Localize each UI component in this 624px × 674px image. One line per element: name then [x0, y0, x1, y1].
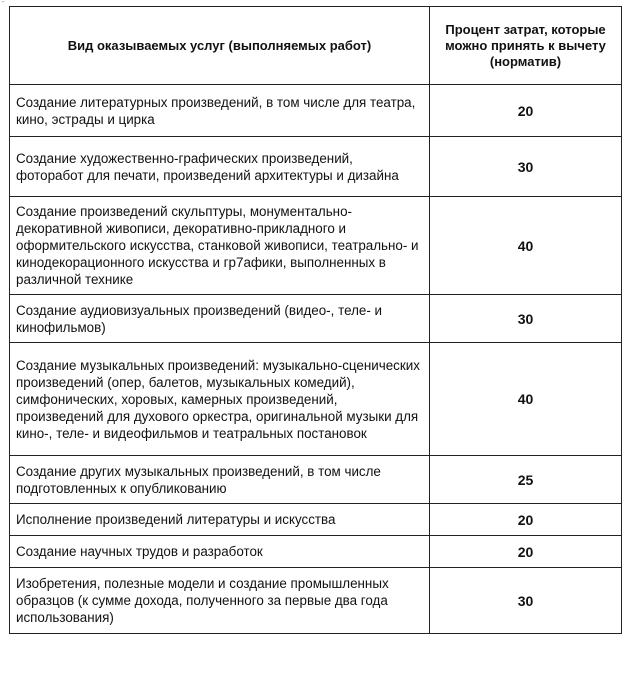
service-cell: Создание литературных произведений, в том числе для театра, кино, эстрады и цирка — [10, 85, 430, 137]
percent-cell: 30 — [430, 568, 622, 634]
deduction-norms-table — [9, 6, 622, 634]
percent-cell: 30 — [430, 295, 622, 343]
table-row — [10, 343, 622, 456]
table-row — [10, 137, 622, 197]
service-cell: Создание музыкальных произведений: музыкально-сценических произведений (опер, балетов, музыкальных комедий), симфонических, хоровых, камерных произведений, произведений для духового оркестра, оригинальной музыки для кино-, теле- и видеофильмов и театральных постановок — [10, 343, 430, 456]
percent-cell: 25 — [430, 456, 622, 504]
table-row — [10, 85, 622, 137]
service-cell: Создание научных трудов и разработок — [10, 536, 430, 568]
service-cell: Создание произведений скульптуры, монументально-декоративной живописи, декоративно-прикладного и оформительского искусства, станковой живописи, театрально- и кинодекорационного искусства и гр7афики, выполненных в различной технике — [10, 197, 430, 295]
service-cell: Создание других музыкальных произведений, в том числе подготовленных к опубликованию — [10, 456, 430, 504]
corner-mark-icon: ⌐ — [2, 0, 5, 5]
table-row — [10, 504, 622, 536]
header-percent: Процент затрат, которые можно принять к вычету (норматив) — [430, 7, 622, 85]
header-service-type: Вид оказываемых услуг (выполняемых работ) — [10, 7, 430, 85]
service-cell: Изобретения, полезные модели и создание промышленных образцов (к сумме дохода, полученного за первые два года использования) — [10, 568, 430, 634]
service-cell: Создание аудиовизуальных произведений (видео-, теле- и кинофильмов) — [10, 295, 430, 343]
table-row — [10, 568, 622, 634]
percent-cell: 40 — [430, 343, 622, 456]
table-row — [10, 536, 622, 568]
table-header-row — [10, 7, 622, 85]
percent-cell: 20 — [430, 536, 622, 568]
percent-cell: 30 — [430, 137, 622, 197]
table-row — [10, 295, 622, 343]
table-row — [10, 456, 622, 504]
percent-cell: 40 — [430, 197, 622, 295]
service-cell: Создание художественно-графических произведений, фоторабот для печати, произведений архитектуры и дизайна — [10, 137, 430, 197]
service-cell: Исполнение произведений литературы и искусства — [10, 504, 430, 536]
table-row — [10, 197, 622, 295]
percent-cell: 20 — [430, 85, 622, 137]
percent-cell: 20 — [430, 504, 622, 536]
